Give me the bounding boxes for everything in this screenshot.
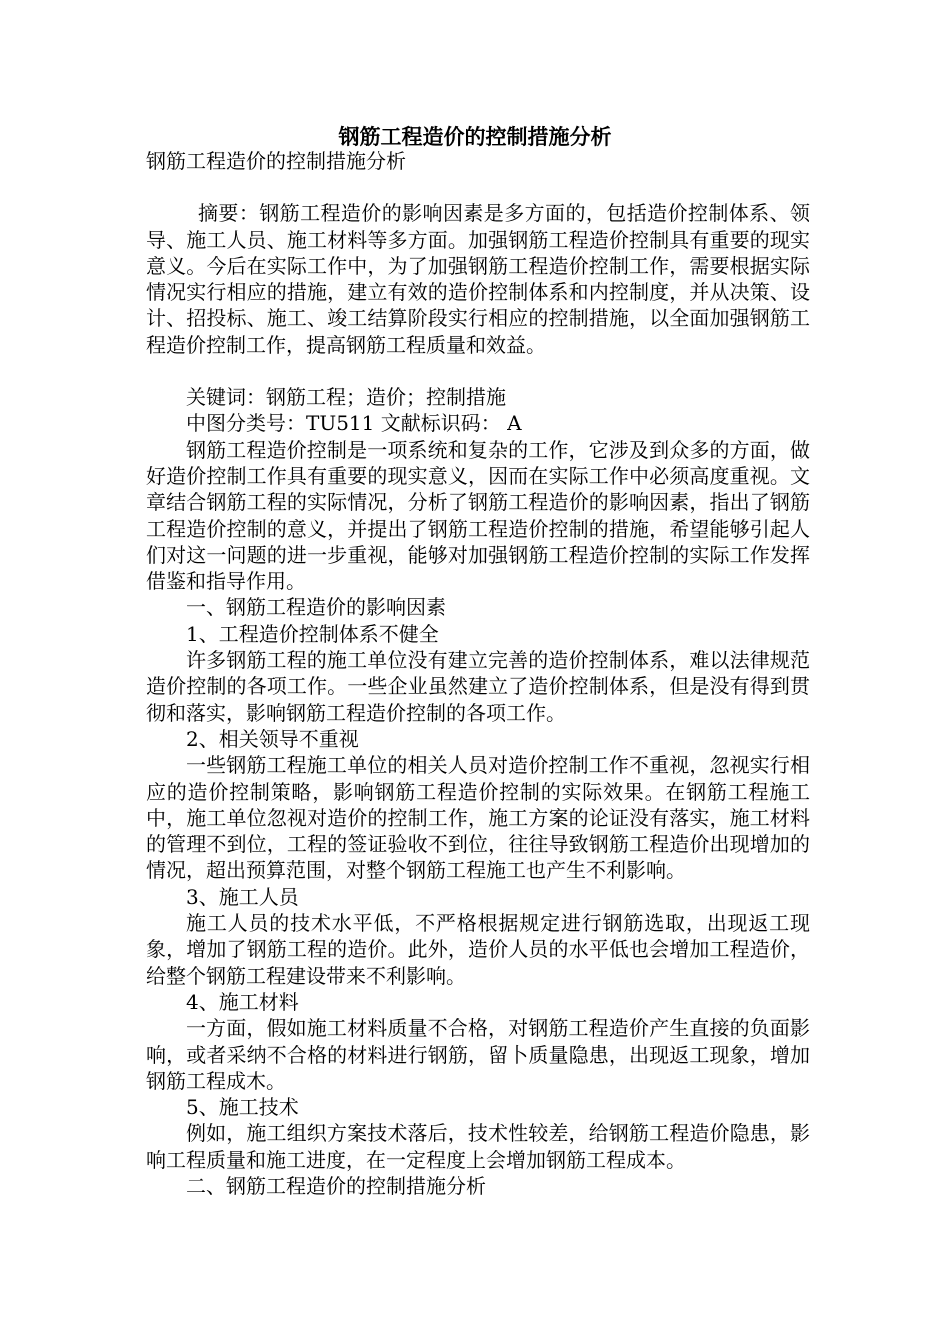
intro-paragraph: 钢筋工程造价控制是一项系统和复杂的工作，它涉及到众多的方面，做好造价控制工作具有重要的现实意义，因而在实际工作中必须高度重视。文章结合钢筋工程的实际情况，分析了钢筋工程造价的影响因素，指出了钢筋工程造价控制的意义，并提出了钢筋工程造价控制的措施，希望能够引起人们对这一问题的进一步重视，能够对加强钢筋工程造价控制的实际工作发挥借鉴和指导作用。 xyxy=(146,437,810,594)
classification-line: 中图分类号：TU511 文献标识码： A xyxy=(186,411,522,436)
document-title: 钢筋工程造价的控制措施分析 xyxy=(338,124,612,149)
subsection-heading: 2、相关领导不重视 xyxy=(186,726,359,751)
body-paragraph: 一些钢筋工程施工单位的相关人员对造价控制工作不重视，忽视实行相应的造价控制策略，影响钢筋工程造价控制的实际效果。在钢筋工程施工中，施工单位忽视对造价的控制工作，施工方案的论证没有落实，施工材料的管理不到位，工程的签证验收不到位，往往导致钢筋工程造价出现增加的情况，超出预算范围，对整个钢筋工程施工也产生不利影响。 xyxy=(146,753,810,883)
subsection-heading: 3、施工人员 xyxy=(186,884,299,909)
subsection-heading: 4、施工材料 xyxy=(186,989,299,1014)
abstract-paragraph: 摘要：钢筋工程造价的影响因素是多方面的，包括造价控制体系、领导、施工人员、施工材料等多方面。加强钢筋工程造价控制具有重要的现实意义。今后在实际工作中，为了加强钢筋工程造价控制工作，需要根据实际情况实行相应的措施，建立有效的造价控制体系和内控制度，并从决策、设计、招投标、施工、竣工结算阶段实行相应的控制措施，以全面加强钢筋工程造价控制工作，提高钢筋工程质量和效益。 xyxy=(146,201,810,357)
body-paragraph: 例如，施工组织方案技术落后，技术性较差，给钢筋工程造价隐患，影响工程质量和施工进度，在一定程度上会增加钢筋工程成本。 xyxy=(146,1121,810,1172)
document-body xyxy=(146,148,810,1199)
body-paragraph: 一方面，假如施工材料质量不合格，对钢筋工程造价产生直接的负面影响，或者采纳不合格的材料进行钢筋，留卜质量隐患，出现返工现象，增加钢筋工程成木。 xyxy=(146,1016,810,1093)
body-paragraph: 许多钢筋工程的施工单位没有建立完善的造价控制体系，难以法律规范造价控制的各项工作。一些企业虽然建立了造价控制体系，但是没有得到贯彻和落实，影响钢筋工程造价控制的各项工作。 xyxy=(146,648,810,725)
section-heading: 二、钢筋工程造价的控制措施分析 xyxy=(186,1173,486,1198)
section-heading: 一、钢筋工程造价的影响因素 xyxy=(186,595,446,620)
subsection-heading: 5、施工技术 xyxy=(186,1095,299,1120)
body-paragraph: 施工人员的技术水平低，不严格根据规定进行钢筋选取，出现返工现象，增加了钢筋工程的造价。此外，造价人员的水平低也会增加工程造价，给整个钢筋工程建设带来不利影响。 xyxy=(146,911,810,988)
subsection-heading: 1、工程造价控制体系不健全 xyxy=(186,621,439,646)
keywords-line: 关键词：钢筋工程；造价；控制措施 xyxy=(186,385,506,410)
document-subtitle: 钢筋工程造价的控制措施分析 xyxy=(146,149,406,173)
